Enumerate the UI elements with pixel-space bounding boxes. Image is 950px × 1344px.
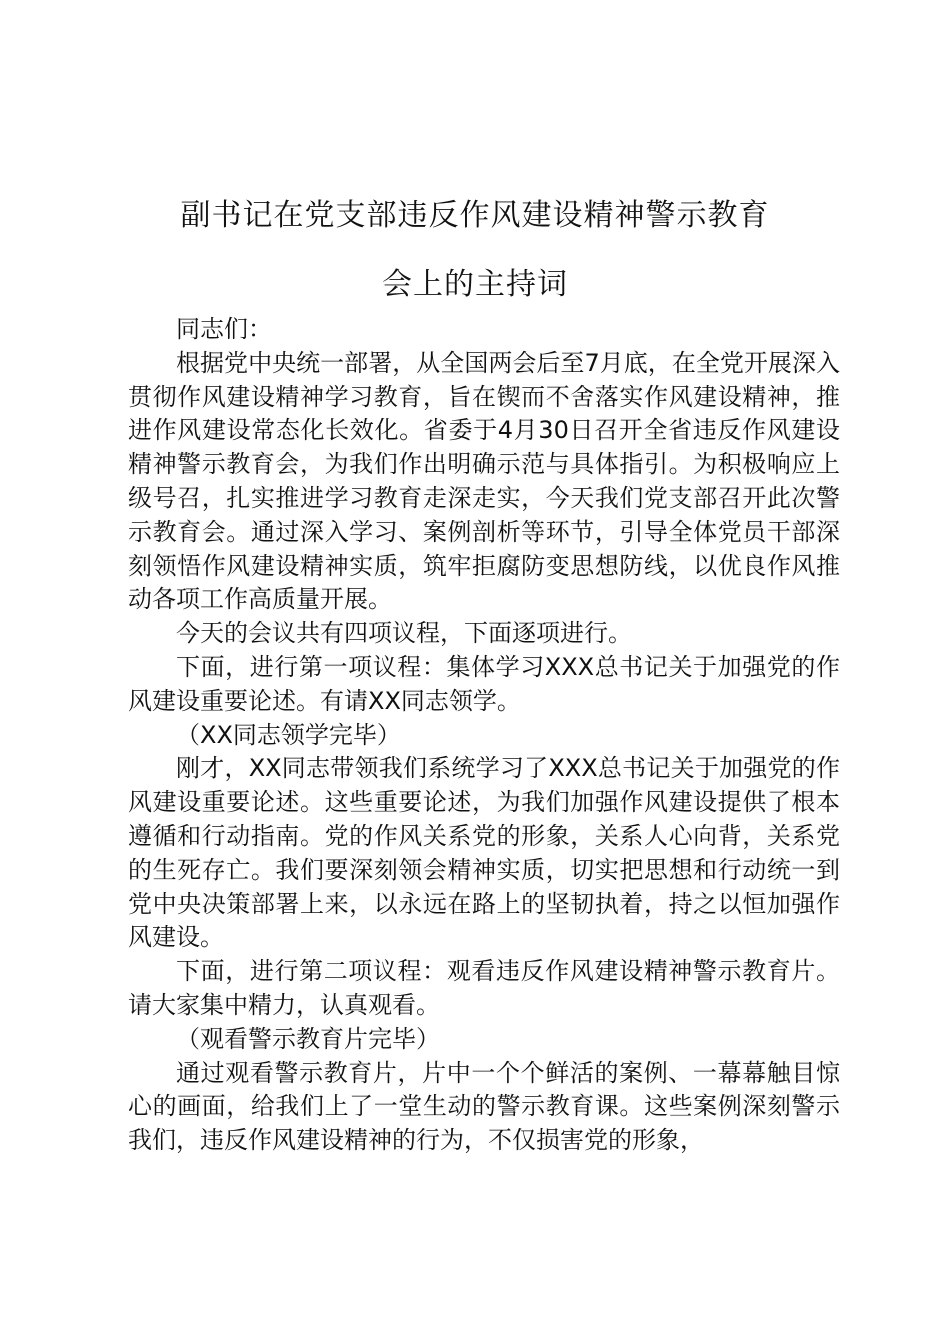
- salutation: 同志们：: [176, 315, 272, 343]
- stage-note: （XX同志领学完毕）: [176, 720, 401, 749]
- document-body: [128, 313, 840, 1158]
- document-title-line-1: 副书记在党支部违反作风建设精神警示教育: [180, 198, 770, 233]
- body-paragraph: 根据党中央统一部署，从全国两会后至7月底，在全党开展深入贯彻作风建设精神学习教育，旨在锲而不舍落实作风建设精神，推进作风建设常态化长效化。省委于4月30日召开全省违反作风建设精神警示教育会，为我们作出明确示范与具体指引。为积极响应上级号召，扎实推进学习教育走深走实，今天我们党支部召开此次警示教育会。通过深入学习、案例剖析等环节，引导全体党员干部深刻领悟作风建设精神实质，筑牢拒腐防变思想防线，以优良作风推动各项工作高质量开展。: [128, 348, 840, 614]
- body-paragraph: 刚才，XX同志带领我们系统学习了XXX总书记关于加强党的作风建设重要论述。这些重要论述，为我们加强作风建设提供了根本遵循和行动指南。党的作风关系党的形象，关系人心向背，关系党的生死存亡。我们要深刻领会精神实质，切实把思想和行动统一到党中央决策部署上来，以永远在路上的坚韧执着，持之以恒加强作风建设。: [128, 754, 840, 952]
- body-paragraph: 今天的会议共有四项议程，下面逐项进行。: [176, 619, 632, 648]
- body-paragraph: 下面，进行第一项议程：集体学习XXX总书记关于加强党的作风建设重要论述。有请XX同志领学。: [128, 652, 840, 715]
- stage-note: （观看警示教育片完毕）: [176, 1024, 440, 1053]
- body-paragraph: 通过观看警示教育片，片中一个个鲜活的案例、一幕幕触目惊心的画面，给我们上了一堂生动的警示教育课。这些案例深刻警示我们，违反作风建设精神的行为，不仅损害党的形象，: [128, 1058, 840, 1155]
- document-title-line-2: 会上的主持词: [382, 267, 568, 302]
- body-paragraph: 下面，进行第二项议程：观看违反作风建设精神警示教育片。请大家集中精力，认真观看。: [128, 957, 840, 1019]
